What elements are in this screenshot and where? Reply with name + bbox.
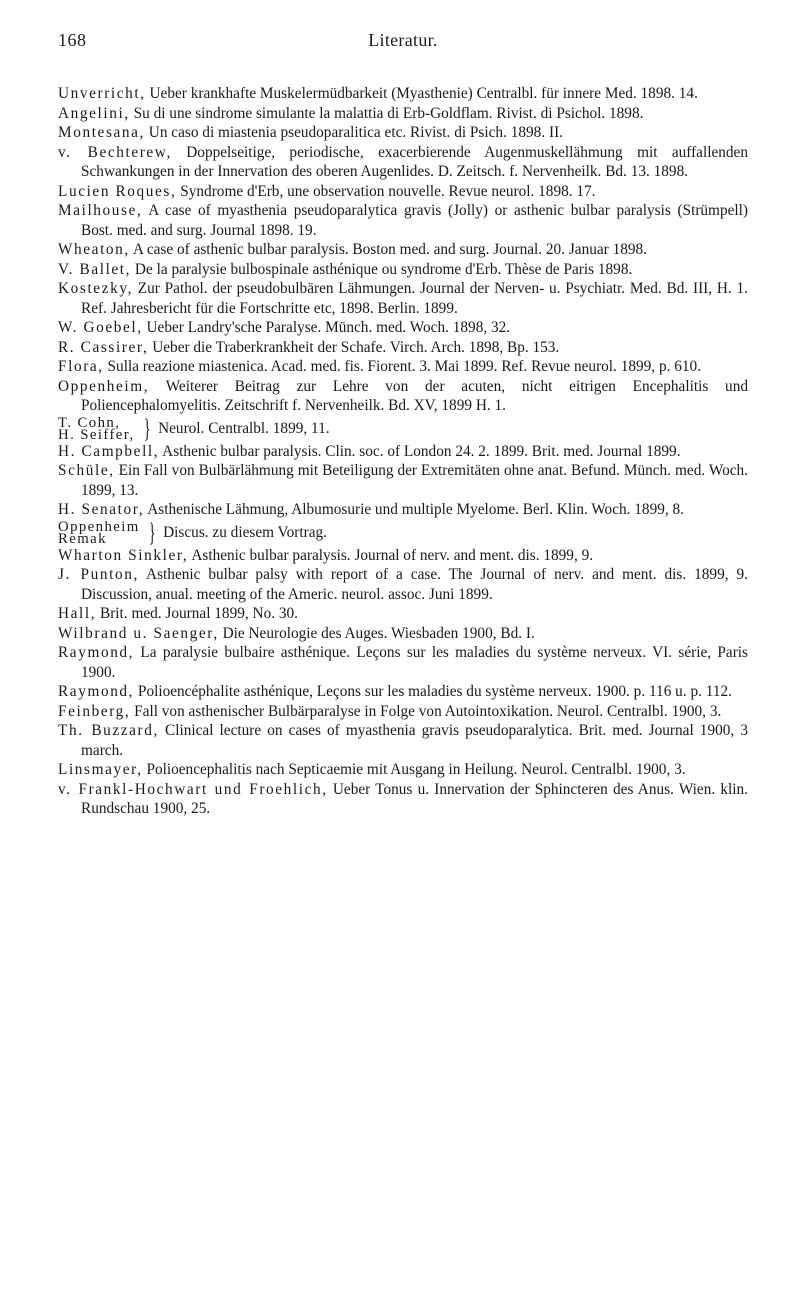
reference-text: Discus. zu diesem Vortrag. [163,523,327,541]
reference-entry [58,500,748,520]
reference-text: Zur Pathol. der pseudobulbären Lähmungen. Journal der Nerven- u. Psychiatr. Med. Bd. III, H. 1. Ref. Jahresbericht für die Fortschritte etc, 1898. Berlin. 1899. [81,280,748,317]
reference-text: Asthenische Lähmung, Albumosurie und multiple Myelome. Berl. Klin. Woch. 1899, 8. [144,501,685,518]
reference-author: J. Punton, [58,566,139,583]
reference-text: Su di une sindrome simulante la malattia di Erb-Goldflam. Rivist. di Psichol. 1898. [129,104,644,122]
reference-author: Unverricht, [58,85,146,102]
reference-list [58,84,748,819]
reference-author: Wilbrand u. Saenger, [58,624,219,642]
reference-entry [58,604,748,624]
reference-text: Ueber die Traberkrankheit der Schafe. Virch. Arch. 1898, Bp. 153. [148,338,560,356]
curly-brace: } [143,413,151,443]
reference-text: Sulla reazione miastenica. Acad. med. fis. Fiorent. 3. Mai 1899. Ref. Revue neurol. 1899, p. 610. [103,358,702,375]
braced-author: T. Cohn, [58,414,121,431]
reference-author: Lucien Roques, [58,182,177,200]
reference-author: Montesana, [58,124,145,141]
reference-author: Raymond, [58,683,135,700]
reference-author: Mailhouse, [58,202,143,219]
reference-author: Hall, [58,605,97,622]
reference-author: Flora, [58,358,104,375]
page-number: 168 [58,30,87,50]
page-header [58,30,748,58]
reference-author: Wheaton, [58,241,130,258]
reference-author: Th. Buzzard, [58,722,159,739]
reference-text: Doppelseitige, periodische, exacerbierende Augenmuskellähmung mit auffallenden Schwankungen in der Innervation des oberen Augenlides. D. Zeitsch. f. Nervenheilk. Bd. 13. 1898. [81,143,748,180]
braced-author: Oppenheim [58,518,140,535]
reference-text: A case of myasthenia pseudoparalytica gravis (Jolly) or asthenic bulbar paralysis (Strümpell) Bost. med. and surg. Journal 1898. 19. [81,202,748,239]
reference-text: Ueber krankhafte Muskelermüdbarkeit (Myasthenie) Centralbl. für innere Med. 1898. 14. [145,85,698,102]
reference-author: H. Senator, [58,501,145,518]
braced-reference [58,517,748,547]
reference-text: A case of asthenic bulbar paralysis. Boston med. and surg. Journal. 20. Januar 1898. [129,241,648,258]
braced-author: Remak [58,530,107,547]
reference-text: Polioencéphalite asthénique, Leçons sur les maladies du système nerveux. 1900. p. 116 u. p. 112. [134,683,732,700]
reference-entry [58,260,748,280]
reference-author: W. Goebel, [58,319,143,336]
reference-author: v. Frankl-Hochwart und Froehlich, [58,780,328,798]
reference-entry [58,546,748,566]
reference-text: Polioencephalitis nach Septicaemie mit Ausgang in Heilung. Neurol. Centralbl. 1900, 3. [142,761,686,778]
reference-author: Schüle, [58,462,115,479]
reference-author: H. Campbell, [58,442,160,460]
reference-text: La paralysie bulbaire asthénique. Leçons sur les maladies du système nerveux. VI. série, Paris 1900. [81,644,748,681]
reference-author: Kostezky, [58,280,134,297]
reference-text: Asthenic bulbar paralysis. Clin. soc. of London 24. 2. 1899. Brit. med. Journal 1899. [159,442,681,460]
reference-text: Syndrome d'Erb, une observation nouvelle. Revue neurol. 1898. 17. [176,182,596,200]
reference-text: Un caso di miastenia pseudoparalitica etc. Rivist. di Psich. 1898. II. [144,124,563,141]
reference-entry [58,624,748,644]
reference-author: R. Cassirer, [58,338,149,356]
reference-author: v. Bechterew, [58,143,172,161]
reference-text: Ein Fall von Bulbärlähmung mit Beteiligung der Extremitäten ohne anat. Befund. Münch. med. Woch. 1899, 13. [81,462,748,499]
running-head: Literatur. [368,30,438,50]
reference-entry [58,279,748,318]
reference-entry [58,780,748,819]
reference-author: Wharton Sinkler, [58,546,189,564]
reference-entry [58,442,748,462]
reference-author: V. Ballet, [58,260,132,278]
reference-text: Neurol. Centralbl. 1899, 11. [158,419,330,437]
reference-entry [58,84,748,104]
reference-text: Brit. med. Journal 1899, No. 30. [96,605,298,622]
reference-author: Raymond, [58,644,135,661]
reference-entry [58,357,748,377]
reference-author: Linsmayer, [58,761,143,778]
reference-entry [58,702,748,722]
reference-text: Fall von asthenischer Bulbärparalyse in Folge von Autointoxikation. Neurol. Centralbl. 1900, 3. [130,702,722,720]
reference-text: Asthenic bulbar paralysis. Journal of nerv. and ment. dis. 1899, 9. [188,546,594,564]
reference-entry [58,182,748,202]
reference-entry [58,338,748,358]
reference-entry [58,123,748,143]
reference-author: Feinberg, [58,702,131,720]
reference-entry [58,760,748,780]
reference-entry [58,377,748,416]
braced-author-list [58,414,135,443]
reference-entry [58,461,748,500]
reference-entry [58,721,748,760]
reference-author: Oppenheim, [58,377,150,395]
reference-entry [58,201,748,240]
reference-text: Clinical lecture on cases of myasthenia gravis pseudoparalytica. Brit. med. Journal 1900, 3 march. [81,722,748,759]
braced-author: H. Seiffer, [58,426,135,443]
reference-text: Die Neurologie des Auges. Wiesbaden 1900, Bd. I. [218,624,535,642]
reference-entry [58,143,748,182]
braced-author-list [58,518,140,547]
reference-entry [58,643,748,682]
reference-text: Asthenic bulbar palsy with report of a case. The Journal of nerv. and ment. dis. 1899, 9. Discussion, anual. meeting of the Americ. neurol. assoc. Juni 1899. [81,566,748,603]
reference-text: Ueber Landry'sche Paralyse. Münch. med. Woch. 1898, 32. [142,319,511,336]
reference-text: Weiterer Beitrag zur Lehre von der acuten, nicht eitrigen Encephalitis und Poliencephalomyelitis. Zeitschrift f. Nervenheilk. Bd. XV, 1899 H. 1. [81,377,748,414]
reference-entry [58,240,748,260]
curly-brace: } [148,517,156,547]
reference-entry [58,565,748,604]
reference-author: Angelini, [58,104,130,122]
reference-text: Ueber Tonus u. Innervation der Sphincteren des Anus. Wien. klin. Rundschau 1900, 25. [81,780,749,817]
reference-entry [58,104,748,124]
reference-entry [58,318,748,338]
reference-text: De la paralysie bulbospinale asthénique ou syndrome d'Erb. Thèse de Paris 1898. [131,260,633,278]
reference-entry [58,682,748,702]
braced-reference [58,413,748,443]
